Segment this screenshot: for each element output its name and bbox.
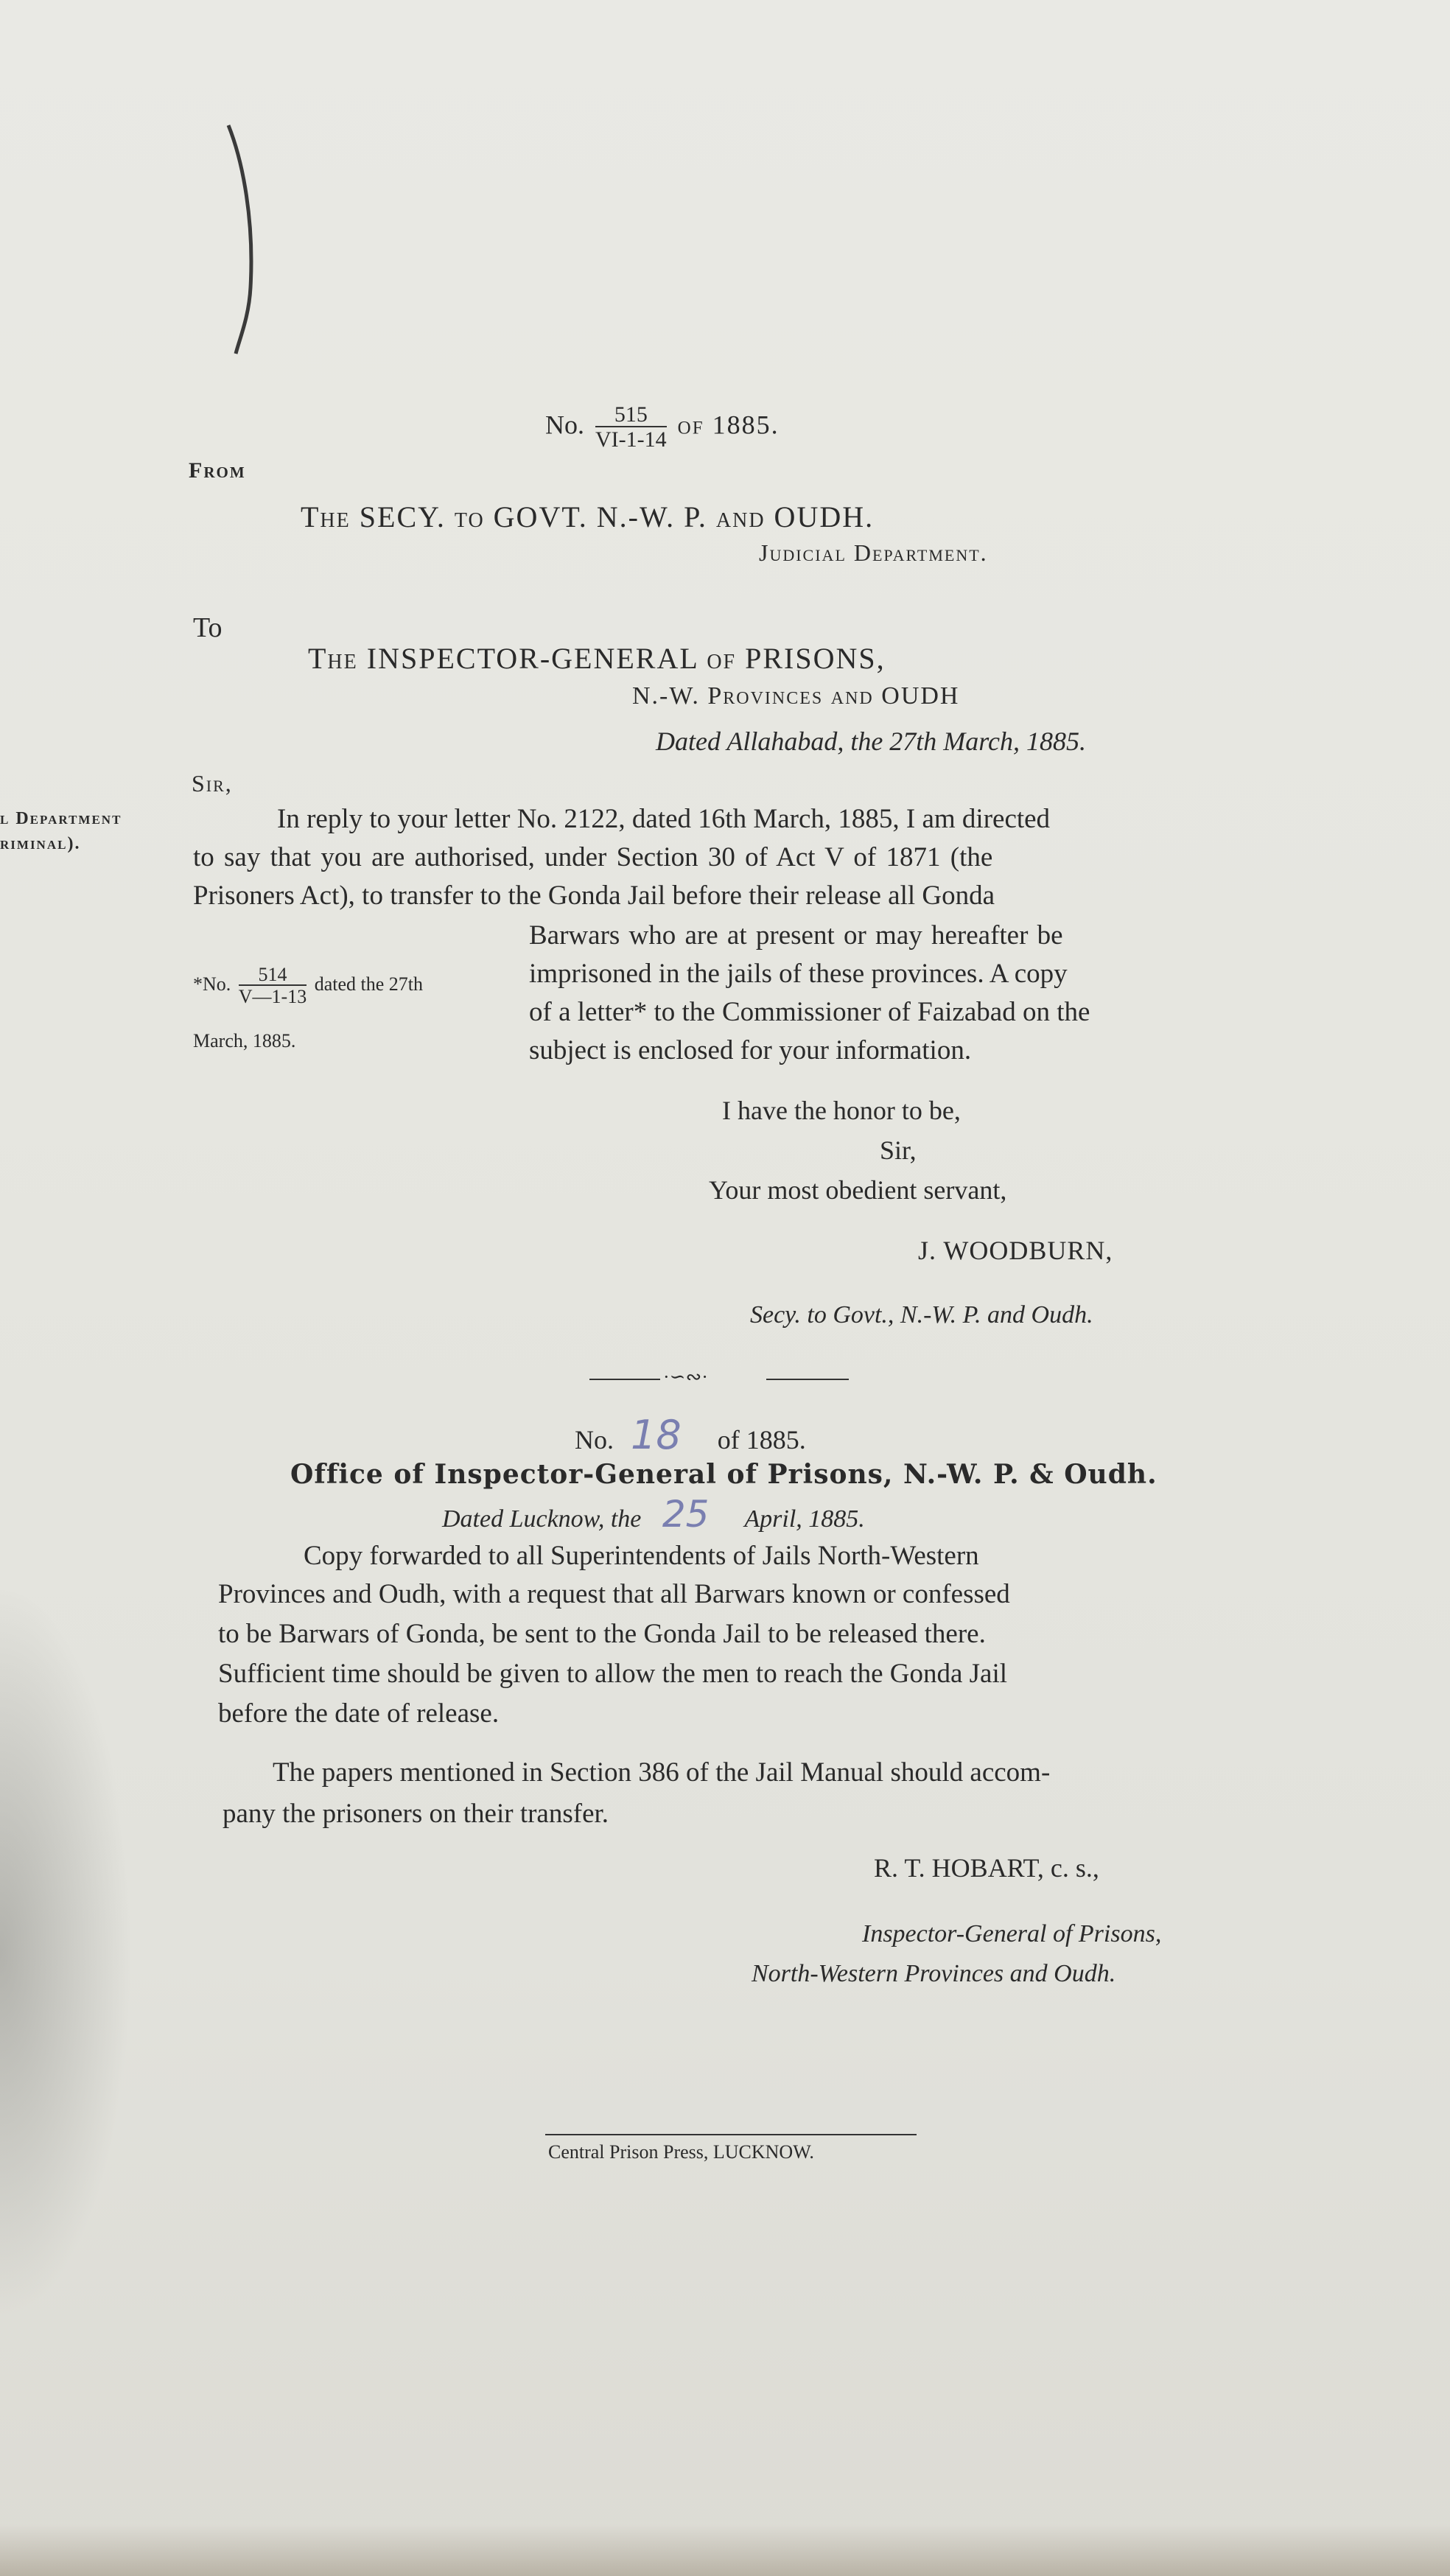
press-imprint: Central Prison Press, LUCKNOW. [548,2141,814,2163]
divider-rule-left [589,1379,660,1380]
letter-number-top: 515 [614,402,648,427]
from-department: Judicial Department. [759,539,988,566]
body-line-1: In reply to your letter No. 2122, dated 16th March, 1885, I am directed [277,804,1051,834]
letter-date: Dated Allahabad, the 27th March, 1885. [656,727,1086,756]
divider-ornament: ·∽∾· [663,1366,708,1387]
endorsement-para2-line-2: pany the prisoners on their transfer. [223,1799,609,1829]
closing-line-3: Your most obedient servant, [709,1175,1007,1205]
endorsement-para2-line-1: The papers mentioned in Section 386 of the Jail Manual should accom- [273,1757,1051,1788]
endorsement-number-suffix: of 1885. [717,1425,806,1455]
to-label: To [193,612,223,643]
footnote-suffix: dated the 27th [314,973,424,995]
letter-number-suffix: of 1885. [677,410,780,440]
body-line-3: Prisoners Act), to transfer to the Gonda Jail before their release all Gonda [193,881,995,911]
body-line-7: subject is enclosed for your information. [529,1035,972,1065]
endorsement-title-2: North-Western Provinces and Oudh. [752,1960,1116,1987]
letter-signatory-title: Secy. to Govt., N.-W. P. and Oudh. [750,1301,1093,1329]
handwritten-date: 25 [662,1493,710,1536]
page-shadow [0,1584,133,2321]
body-line-6: of a letter* to the Commissioner of Faizabad on the [529,997,1090,1027]
body-line-2: to say that you are authorised, under Section 30 of Act V of 1871 (the [193,842,993,872]
endorsement-para1-line-4: Sufficient time should be given to allow the men to reach the Gonda Jail [218,1659,1008,1689]
office-heading: Office of Inspector-General of Prisons, N.-W. P. & Oudh. [290,1459,1157,1490]
endorsement-date [442,1493,865,1536]
pencil-bracket-mark [221,118,265,361]
letter-signatory: J. WOODBURN, [918,1236,1113,1265]
endorsement-date-prefix: Dated Lucknow, the [442,1505,642,1533]
footnote-prefix: *No. [193,973,231,995]
footnote-number-bottom: V—1-13 [238,986,307,1007]
margin-note-line-2: riminal). [0,834,81,853]
letter-number [545,404,780,451]
from-name: The SECY. to GOVT. N.-W. P. and OUDH. [301,500,875,533]
handwritten-number: 18 [631,1412,682,1458]
endorsement-para1-line-3: to be Barwars of Gonda, be sent to the Gonda Jail to be released there. [218,1619,986,1649]
margin-note-line-1: l Department [0,809,122,828]
endorsement-signatory: R. T. HOBART, c. s., [874,1853,1099,1883]
footnote-line-2: March, 1885. [193,1030,296,1051]
divider-rule-right [766,1379,849,1380]
closing-line-2: Sir, [880,1135,917,1165]
footnote [193,965,423,1007]
footnote-number-top: 514 [258,964,287,985]
to-region: N.-W. Provinces and OUDH [632,682,960,710]
endorsement-number-prefix: No. [575,1425,614,1455]
endorsement-para1-line-2: Provinces and Oudh, with a request that all Barwars known or confessed [218,1579,1010,1609]
salutation: Sir, [192,770,233,797]
page-bottom-edge [0,2524,1450,2576]
endorsement-title-1: Inspector-General of Prisons, [862,1920,1162,1947]
to-name: The INSPECTOR-GENERAL of PRISONS, [308,642,886,675]
endorsement-date-suffix: April, 1885. [744,1505,865,1533]
from-label: From [189,458,246,483]
letter-number-bottom: VI-1-14 [595,427,667,452]
letter-number-prefix: No. [545,410,584,440]
endorsement-number [575,1412,806,1458]
closing-line-1: I have the honor to be, [722,1096,961,1125]
press-rule [545,2134,917,2135]
body-line-5: imprisoned in the jails of these provinces. A copy [529,959,1068,989]
endorsement-para1-line-5: before the date of release. [218,1698,500,1729]
body-line-4: Barwars who are at present or may hereafter be [529,920,1063,951]
endorsement-para1-line-1: Copy forwarded to all Superintendents of Jails North-Western [304,1541,979,1571]
